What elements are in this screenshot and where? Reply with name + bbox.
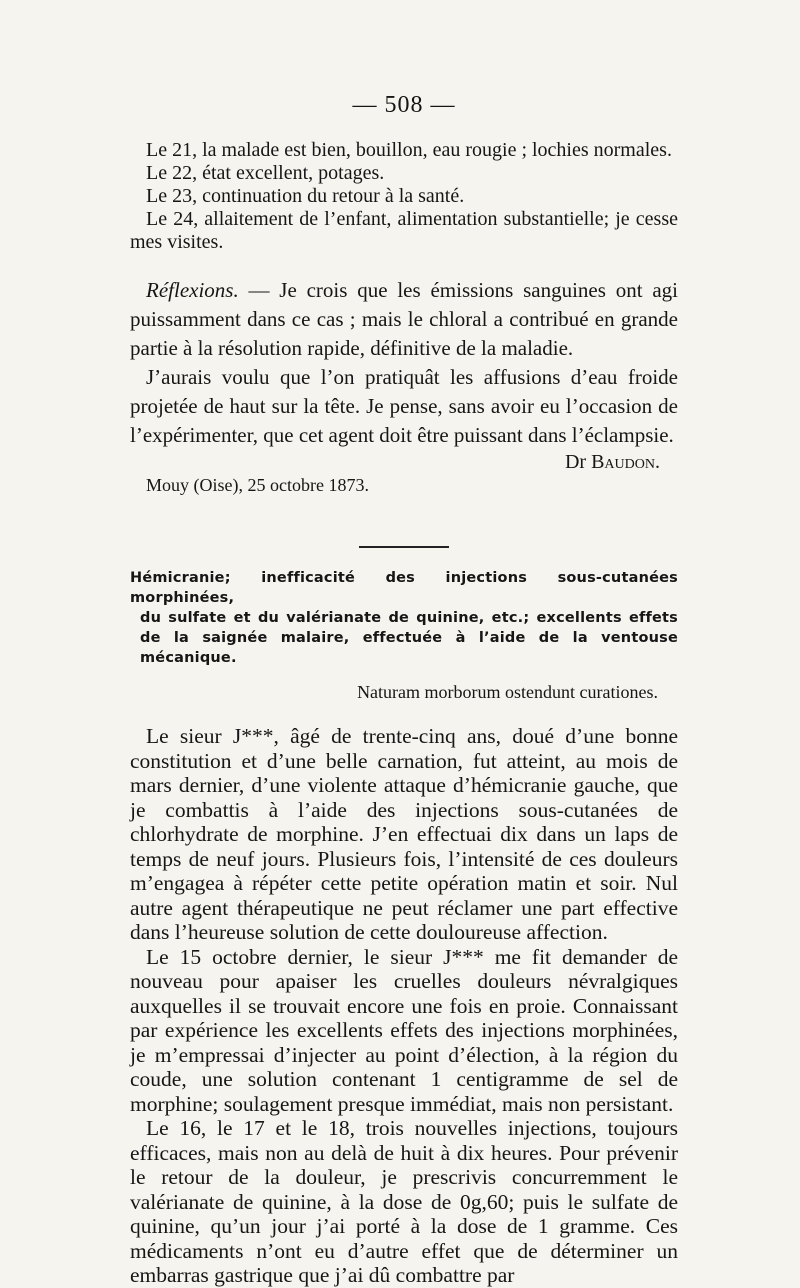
place-date: Mouy (Oise), 25 octobre 1873.	[146, 475, 369, 495]
article-heading-line1: Hémicranie; inefficacité des injections sous-cutanées morphinées,	[130, 570, 678, 606]
signature-title: Dr	[564, 451, 587, 473]
reflections-label: Réflexions.	[146, 278, 239, 302]
page-number: — 508 —	[352, 92, 456, 118]
note-day-23: Le 23, continuation du retour à la santé.	[146, 185, 465, 207]
note-day-22: Le 22, état excellent, potages.	[146, 162, 385, 184]
article-body	[130, 724, 678, 1288]
article-paragraph-1: Le sieur J***, âgé de trente-cinq ans, doué d’une bonne constitution et d’une belle carnation, fut atteint, au mois de mars dernier, d’une violente attaque d’hémicranie gauche, que je combattis à l’aide des injections sous-cutanées de chlorhydrate de morphine. J’en effectuai dix dans un laps de temps de neuf jours. Plusieurs fois, l’intensité de ces douleurs m’engagea à répéter cette petite opération matin et soir. Nul autre agent thérapeutique ne peut réclamer une part effective dans l’heureuse solution de cette douloureuse affection.	[130, 724, 678, 944]
article	[130, 568, 678, 1288]
reflections-text: — Je crois que les émissions sanguines ont agi puissamment dans ce cas ; mais le chloral a contribué en grande partie à la résolution rapide, définitive de la maladie.	[130, 278, 678, 360]
section-divider	[359, 546, 449, 548]
article-paragraph-2: Le 15 octobre dernier, le sieur J*** me fit demander de nouveau pour apaiser les cruelles douleurs névralgiques auxquelles il se trouvait encore une fois en proie. Connaissant par expérience les excellents effets des injections morphinées, je m’empressai d’injecter au point d’élection, à la région du coude, une solution contenant 1 centigramme de sel de morphine; soulagement presque immédiat, mais non persistant.	[130, 944, 678, 1116]
note-day-21: Le 21, la malade est bien, bouillon, eau rougie ; lochies normales.	[146, 139, 672, 161]
note-day-24: Le 24, allaitement de l’enfant, alimentation substantielle; je cesse mes visites.	[130, 208, 678, 253]
article-paragraph-3: Le 16, le 17 et le 18, trois nouvelles injections, toujours efficaces, mais non au delà de huit à dix heures. Pour prévenir le retour de la douleur, je prescrivis concurremment le valérianate de quinine, à la dose de 0g,60; puis le sulfate de quinine, qu’un jour j’ai porté à la dose de 1 gramme. Ces médicaments n’ont eu d’autre effet que de déterminer un embarras gastrique que j’ai dû combattre par	[130, 1116, 678, 1287]
reflections-paragraph	[130, 276, 678, 363]
epigraph: Naturam morborum ostendunt curationes.	[357, 682, 658, 702]
article-heading	[130, 568, 678, 668]
signature-name: Baudon.	[591, 451, 660, 473]
reflections-paragraph-2: J’aurais voulu que l’on pratiquât les affusions d’eau froide projetée de haut sur la tête. Je pense, sans avoir eu l’occasion de l’expérimenter, que cet agent doit être puissant dans l’éclampsie.	[130, 365, 678, 447]
reflections-section	[130, 276, 678, 450]
article-heading-rest: du sulfate et du valérianate de quinine, etc.; excellents effets de la saignée malaire, effectuée à l’aide de la ventouse mécanique.	[140, 610, 678, 666]
daily-notes	[130, 139, 678, 254]
signature	[130, 450, 660, 474]
